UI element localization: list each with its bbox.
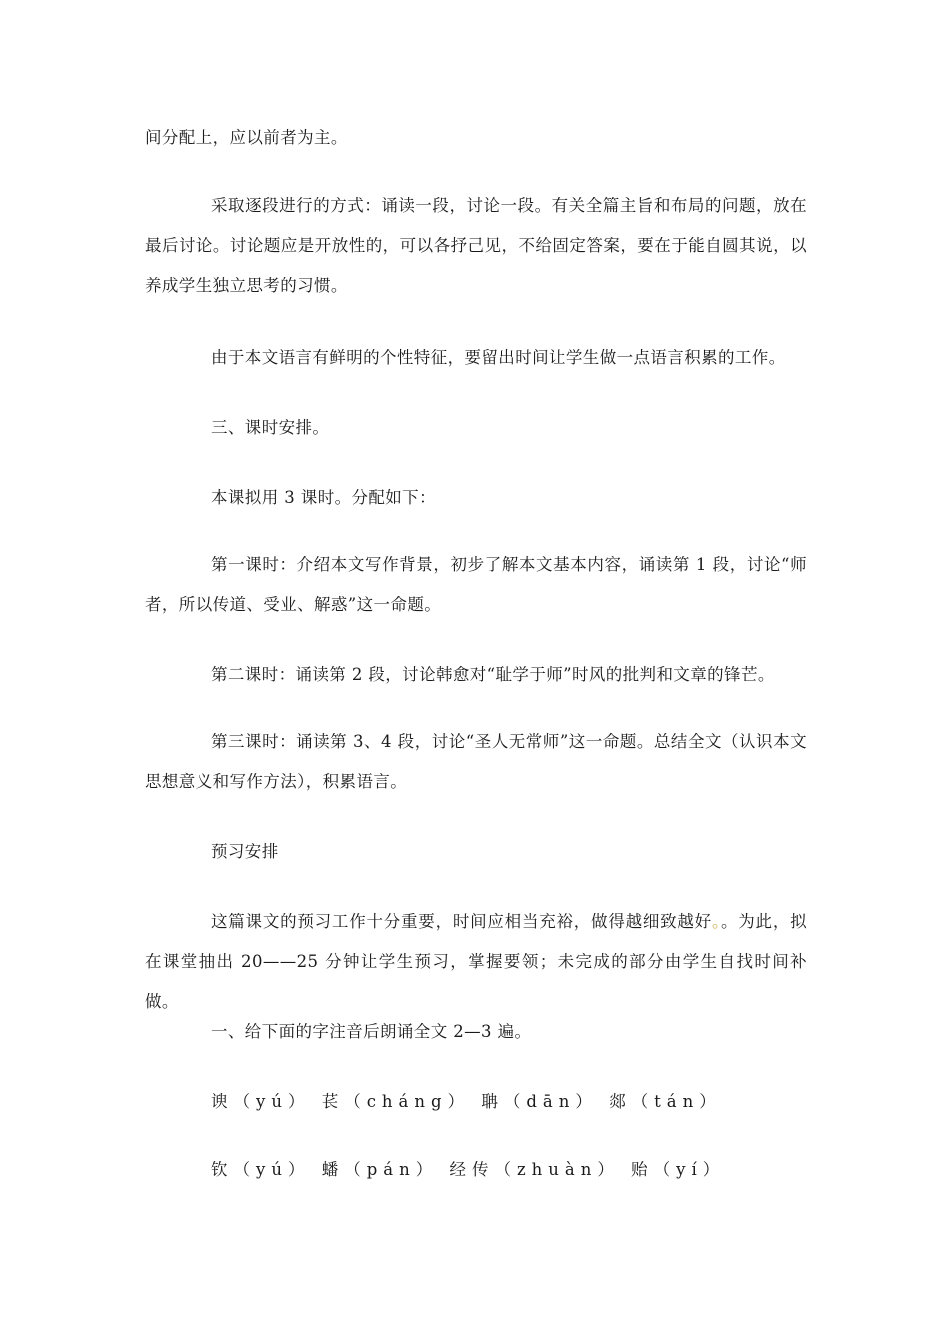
paragraph-period-one: 第一课时：介绍本文写作背景，初步了解本文基本内容，诵读第 1 段，讨论“师者，所以传道、受业、解惑”这一命题。 [145, 555, 807, 614]
paragraph-preview-detail [145, 902, 807, 1022]
preview-text-part-one: 这篇课文的预习工作十分重要，时间应相当充裕，做得越细致越好 [211, 912, 712, 931]
paragraph-period-three: 第三课时：诵读第 3、4 段，讨论“圣人无常师”这一命题。总结全文（认识本文思想意义和写作方法），积累语言。 [145, 732, 807, 791]
highlight-dot: 。 [711, 912, 721, 931]
paragraph-pinyin-task: 一、给下面的字注音后朗诵全文 2—3 遍。 [211, 1022, 532, 1041]
paragraph-time-allocation: 间分配上，应以前者为主。 [145, 128, 348, 147]
preview-text-part-two: 。为此，拟在课堂抽出 20——25 分钟让学生预习，掌握要领；未完成的部分由学生自找时间补做。 [145, 912, 807, 1011]
heading-class-schedule: 三、课时安排。 [211, 418, 330, 437]
paragraph-method: 采取逐段进行的方式：诵读一段，讨论一段。有关全篇主旨和布局的问题，放在最后讨论。讨论题应是开放性的，可以各抒己见，不给固定答案，要在于能自圆其说，以养成学生独立思考的习惯。 [145, 196, 807, 295]
pinyin-row-two: 钦（yú） 蟠（pán） 经传（zhuàn） 贻（yí） [211, 1160, 726, 1179]
paragraph-three-periods: 本课拟用 3 课时。分配如下： [211, 488, 436, 507]
paragraph-language: 由于本文语言有鲜明的个性特征，要留出时间让学生做一点语言积累的工作。 [211, 348, 786, 367]
paragraph-period-two: 第二课时：诵读第 2 段，讨论韩愈对“耻学于师”时风的批判和文章的锋芒。 [211, 665, 775, 684]
pinyin-row-one: 谀（yú） 苌（cháng） 聃（dān） 郯（tán） [211, 1092, 722, 1111]
heading-preview: 预习安排 [211, 842, 279, 861]
